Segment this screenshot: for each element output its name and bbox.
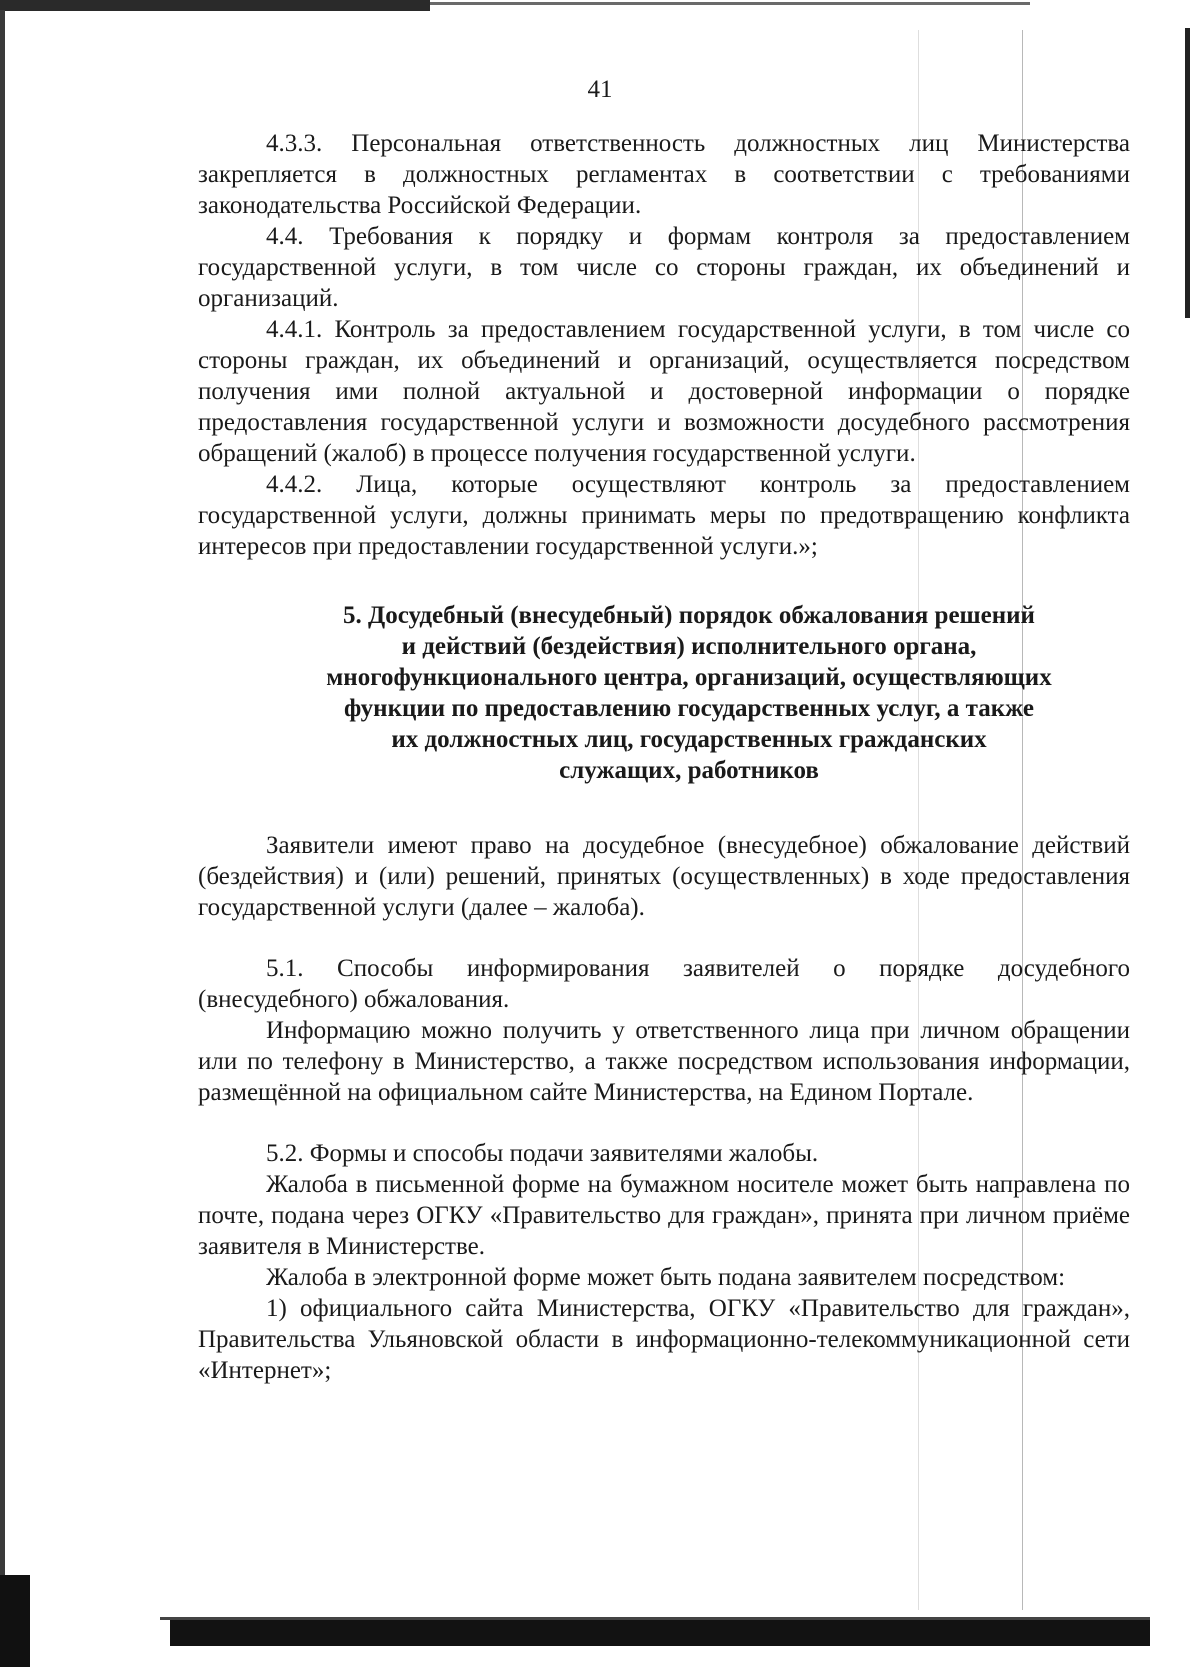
scan-edge-right (1185, 28, 1190, 318)
heading-line: многофункционального центра, организаций, осуществляющих (326, 664, 1052, 691)
scan-edge-bottom (170, 1620, 1150, 1646)
paragraph-5-1: 5.1. Способы информирования заявителей о порядке досудебного (внесудебного) обжалования. (198, 955, 1130, 1013)
paragraph-applicants-right: Заявители имеют право на досудебное (внесудебное) обжалование действий (бездействия) и (или) решений, принятых (осуществленных) в ходе предоставления государственной услуги (далее – жалоба). (198, 832, 1130, 921)
paragraph-4-4-1: 4.4.1. Контроль за предоставлением государственной услуги, в том числе со стороны граждан, их объединений и организаций, осуществляется посредством получения ими полной актуальной и достоверной информации о порядке предоставления государственной услуги и возможности досудебного рассмотрения обращений (жалоб) в процессе получения государственной услуги. (198, 316, 1130, 467)
document-body (198, 128, 1130, 1386)
heading-line: функции по предоставлению государственных услуг, а также (343, 695, 1034, 722)
paragraph-5-2-item-1: 1) официального сайта Министерства, ОГКУ «Правительство для граждан», Правительства Ульяновской области в информационно-телекоммуникационной сети «Интернет»; (198, 1295, 1130, 1384)
scan-edge-top (0, 0, 430, 11)
paragraph-4-4: 4.4. Требования к порядку и формам контроля за предоставлением государственной услуги, в том числе со стороны граждан, их объединений и организаций. (198, 223, 1130, 312)
scan-corner-bottom-left (0, 1575, 30, 1667)
heading-line: служащих, работников (559, 757, 819, 784)
paragraph-5-2: 5.2. Формы и способы подачи заявителями жалобы. (266, 1140, 819, 1167)
page-number: 41 (587, 76, 613, 103)
scan-edge-top-thin (430, 2, 1030, 5)
paragraph-5-2-electronic: Жалоба в электронной форме может быть подана заявителем посредством: (266, 1264, 1066, 1291)
section-heading-5 (198, 600, 1130, 786)
heading-line: 5. Досудебный (внесудебный) порядок обжалования решений (343, 602, 1035, 629)
scan-edge-left (0, 10, 5, 1667)
heading-line: и действий (бездействия) исполнительного органа, (401, 633, 977, 660)
paragraph-4-4-2: 4.4.2. Лица, которые осуществляют контроль за предоставлением государственной услуги, должны принимать меры по предотвращению конфликта интересов при предоставлении государственной услуги.»; (198, 471, 1130, 560)
paragraph-4-3-3: 4.3.3. Персональная ответственность должностных лиц Министерства закрепляется в должностных регламентах в соответствии с требованиями законодательства Российской Федерации. (198, 130, 1130, 219)
heading-line: их должностных лиц, государственных гражданских (391, 726, 987, 753)
paragraph-5-2-paper: Жалоба в письменной форме на бумажном носителе может быть направлена по почте, подана через ОГКУ «Правительство для граждан», принята при личном приёме заявителя в Министерстве. (198, 1171, 1130, 1260)
paragraph-5-1-info: Информацию можно получить у ответственного лица при личном обращении или по телефону в Министерство, а также посредством использования информации, размещённой на официальном сайте Министерства, на Едином Портале. (198, 1017, 1130, 1106)
